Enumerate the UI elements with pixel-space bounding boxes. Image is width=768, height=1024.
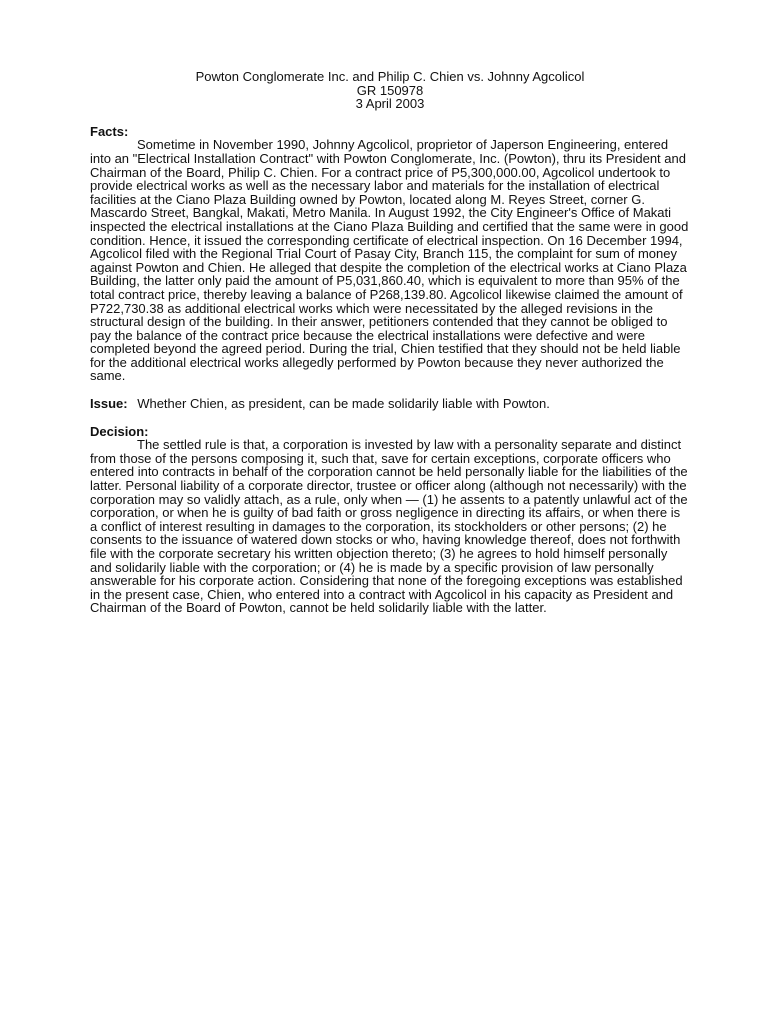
issue-label: Issue: (90, 396, 128, 412)
decision-date: 3 April 2003 (355, 96, 425, 112)
issue-section (90, 397, 690, 411)
gr-number: GR 150978 (356, 82, 424, 98)
facts-label: Facts: (90, 123, 129, 139)
decision-label: Decision: (90, 423, 149, 439)
case-title: Powton Conglomerate Inc. and Philip C. Chien vs. Johnny Agcolicol (195, 69, 585, 84)
case-digest-page (90, 70, 690, 629)
facts-text: Sometime in November 1990, Johnny Agcolicol, proprietor of Japerson Engineering, entered into an "Electrical Installation Contract" with Powton Conglomerate, Inc. (Powton), thru its President and Chairman of the Board, Philip C. Chien. For a contract price of P5,300,000.00, Agcolicol undertook to provide electrical works as well as the necessary labor and materials for the installation of electrical facilities at the Ciano Plaza Building owned by Powton, located along M. Reyes Street, corner G. Mascardo Street, Bangkal, Makati, Metro Manila. In August 1992, the City Engineer's Office of Makati inspected the electrical installations at the Ciano Plaza Building and certified that the same were in good condition. Hence, it issued the corresponding certificate of electrical inspection. On 16 December 1994, Agcolicol filed with the Regional Trial Court of Pasay City, Branch 115, the complaint for sum of money against Powton and Chien. He alleged that despite the completion of the electrical works at Ciano Plaza Building, the latter only paid the amount of P5,031,860.40, which is equivalent to more than 95% of the total contract price, thereby leaving a balance of P268,139.80. Agcolicol likewise claimed the amount of P722,730.38 as additional electrical works which were necessitated by the alleged revisions in the structural design of the building. In their answer, petitioners contended that they cannot be obliged to pay the balance of the contract price because the electrical installations were defective and were completed beyond the agreed period. During the trial, Chien testified that they should not be held liable for the additional electrical works allegedly performed by Powton because they never authorized the same. (90, 137, 689, 384)
case-header (90, 70, 690, 111)
decision-text: The settled rule is that, a corporation is invested by law with a personality separate and distinct from those of the persons composing it, such that, save for certain exceptions, corporate officers who entered into contracts in behalf of the corporation cannot be held personally liable for the liabilities of the latter. Personal liability of a corporate director, trustee or officer along (although not necessarily) with the corporation may so validly attach, as a rule, only when — (1) he assents to a patently unlawful act of the corporation, or when he is guilty of bad faith or gross negligence in directing its affairs, or when there is a conflict of interest resulting in damages to the corporation, its stockholders or other persons; (2) he consents to the issuance of watered down stocks or who, having knowledge thereof, does not forthwith file with the corporate secretary his written objection thereto; (3) he agrees to hold himself personally and solidarily liable with the corporation; or (4) he is made by a specific provision of law personally answerable for his corporate action. Considering that none of the foregoing exceptions was established in the present case, Chien, who entered into a contract with Agcolicol in his capacity as President and Chairman of the Board of Powton, cannot be held solidarily liable with the latter. (90, 437, 688, 616)
decision-section (90, 425, 690, 615)
facts-section (90, 125, 690, 383)
issue-text: Whether Chien, as president, can be made solidarily liable with Powton. (137, 396, 550, 412)
